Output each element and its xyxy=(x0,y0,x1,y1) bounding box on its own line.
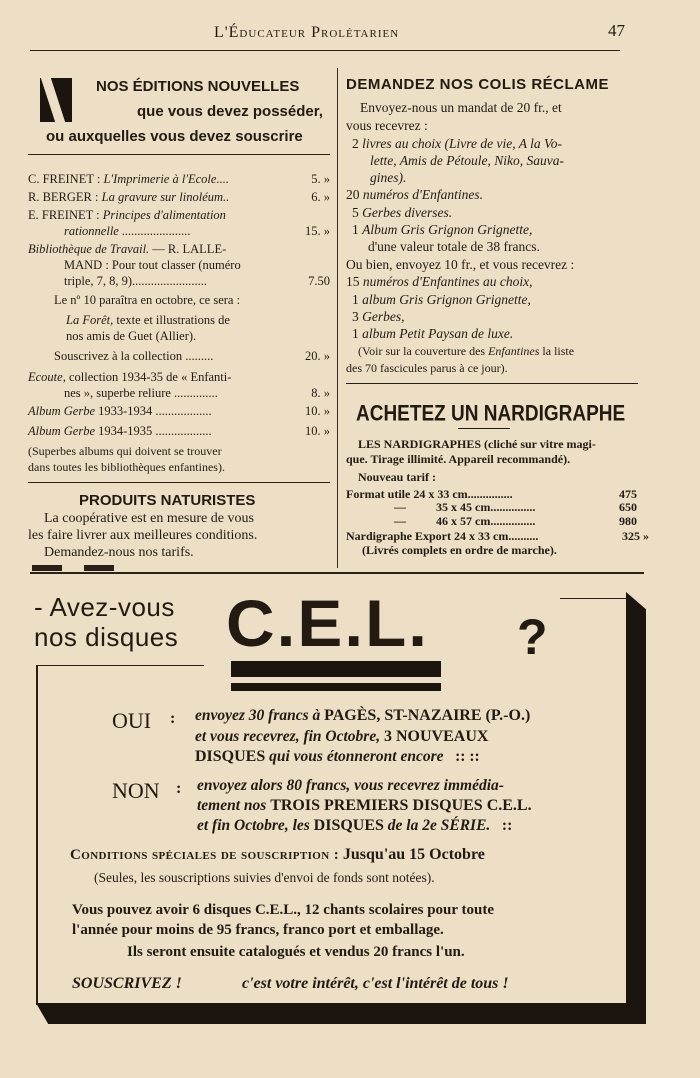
nardigraphe-heading: ACHETEZ UN NARDIGRAPHE xyxy=(356,402,626,427)
nardigraphe-note: (Livrés complets en ordre de marche). xyxy=(362,543,557,557)
colis-text: Envoyez-nous un mandat de 20 fr., et xyxy=(360,100,562,115)
ornament xyxy=(84,565,114,571)
colis-note: (Voir sur la couverture des Enfantines la liste xyxy=(358,344,575,358)
colis-text: 20 numéros d'Enfantines. xyxy=(346,187,484,202)
book-logo-icon xyxy=(40,78,72,122)
ad-frame-right-shadow xyxy=(626,592,646,1024)
colis-text: gines). xyxy=(370,170,407,185)
oui-text: DISQUES qui vous étonneront encore :: :: xyxy=(195,748,480,765)
editions-bottom-rule xyxy=(28,482,330,483)
tarif-label: Nouveau tarif : xyxy=(358,470,436,484)
ad-frame-top-right xyxy=(560,598,626,599)
naturistes-heading: PRODUITS NATURISTES xyxy=(79,492,256,509)
running-header xyxy=(0,20,700,44)
colis-text: 2 livres au choix (Livre de vie, A la Vo- xyxy=(352,136,562,151)
non-label: NON xyxy=(112,778,160,803)
non-text: et fin Octobre, les DISQUES de la 2e SÉRIE. :: xyxy=(197,817,513,834)
ad-question-line-1: - Avez-vous xyxy=(34,592,175,622)
nardigraphe-text: que. Tirage illimité. Appareil recommandé). xyxy=(346,452,571,466)
brand-bar xyxy=(231,661,441,677)
brand-bar xyxy=(231,683,441,691)
cel-brand: C.E.L. xyxy=(226,586,430,660)
ad-frame-bottom-shadow xyxy=(36,1003,646,1024)
price-row: Nardigraphe Export 24 x 33 cm.......... 325 » xyxy=(346,529,649,543)
ad-frame-top-left xyxy=(36,665,204,666)
colis-note: des 70 fascicules parus à ce jour). xyxy=(346,361,508,375)
offer-text: Vous pouvez avoir 6 disques C.E.L., 12 chants scolaires pour toute xyxy=(72,902,495,918)
editions-heading: NOS ÉDITIONS NOUVELLES xyxy=(96,78,300,95)
ornament xyxy=(32,565,62,571)
colis-text: 15 numéros d'Enfantines au choix, xyxy=(346,274,533,289)
colis-text: d'une valeur totale de 38 francs. xyxy=(368,239,540,254)
editions-heading-rule xyxy=(28,154,330,155)
colis-text: vous recevrez : xyxy=(346,118,428,133)
oui-colon: : xyxy=(170,710,176,727)
offer-text: l'année pour moins de 95 francs, franco port et emballage. xyxy=(72,922,444,938)
colis-text: Ou bien, envoyez 10 fr., et vous recevrez : xyxy=(346,257,575,272)
conditions-line: Conditions spéciales de souscription : Jusqu'au 15 Octobre xyxy=(70,846,485,863)
offer-text: Ils seront ensuite catalogués et vendus 20 francs l'un. xyxy=(127,944,465,960)
colis-text: 1 Album Gris Grignon Grignette, xyxy=(352,222,533,237)
header-rule xyxy=(30,50,620,51)
ad-question-line-2: nos disques xyxy=(34,622,179,652)
page-number: 47 xyxy=(608,21,625,40)
naturistes-text: La coopérative est en mesure de vous xyxy=(44,511,254,526)
editions-subheading: que vous devez posséder, xyxy=(137,103,323,120)
conditions-note: (Seules, les souscriptions suivies d'envoi de fonds sont notées). xyxy=(94,870,435,885)
non-colon: : xyxy=(176,780,182,797)
oui-label: OUI xyxy=(112,708,152,733)
journal-title: L'Éducateur Prolétarien xyxy=(214,24,400,41)
subscribe-tagline: c'est votre intérêt, c'est l'intérêt de tous ! xyxy=(242,975,509,992)
naturistes-text: les faire livrer aux meilleures conditions. xyxy=(28,528,258,543)
oui-text: et vous recevrez, fin Octobre, 3 NOUVEAUX xyxy=(195,728,489,745)
ad-frame-left xyxy=(36,665,38,1005)
colis-text: 1 album Petit Paysan de luxe. xyxy=(352,326,514,341)
nardigraphe-text: LES NARDIGRAPHES (cliché sur vitre magi- xyxy=(358,437,596,451)
section-rule xyxy=(30,572,644,574)
non-text: envoyez alors 80 francs, vous recevrez immédia- xyxy=(197,777,504,794)
price-row: Format utile 24 x 33 cm............... 475 xyxy=(346,487,637,501)
editions-subheading-2: ou auxquelles vous devez souscrire xyxy=(46,128,303,145)
heading-underline xyxy=(458,428,510,429)
colis-text: lette, Amis de Pétoule, Niko, Sauva- xyxy=(370,153,564,168)
colis-text: 1 album Gris Grignon Grignette, xyxy=(352,292,531,307)
oui-text: envoyez 30 francs à PAGÈS, ST-NAZAIRE (P.-O.) xyxy=(195,707,531,724)
colis-text: 5 Gerbes diverses. xyxy=(352,205,453,220)
colis-text: 3 Gerbes, xyxy=(352,309,405,324)
subscribe-call: SOUSCRIVEZ ! xyxy=(72,975,182,992)
colis-heading: DEMANDEZ NOS COLIS RÉCLAME xyxy=(346,76,610,93)
question-mark: ? xyxy=(517,609,548,665)
column-divider xyxy=(337,68,338,568)
naturistes-text: Demandez-nous nos tarifs. xyxy=(44,545,194,560)
non-text: tement nos TROIS PREMIERS DISQUES C.E.L. xyxy=(197,797,532,814)
colis-bottom-rule xyxy=(346,383,638,384)
